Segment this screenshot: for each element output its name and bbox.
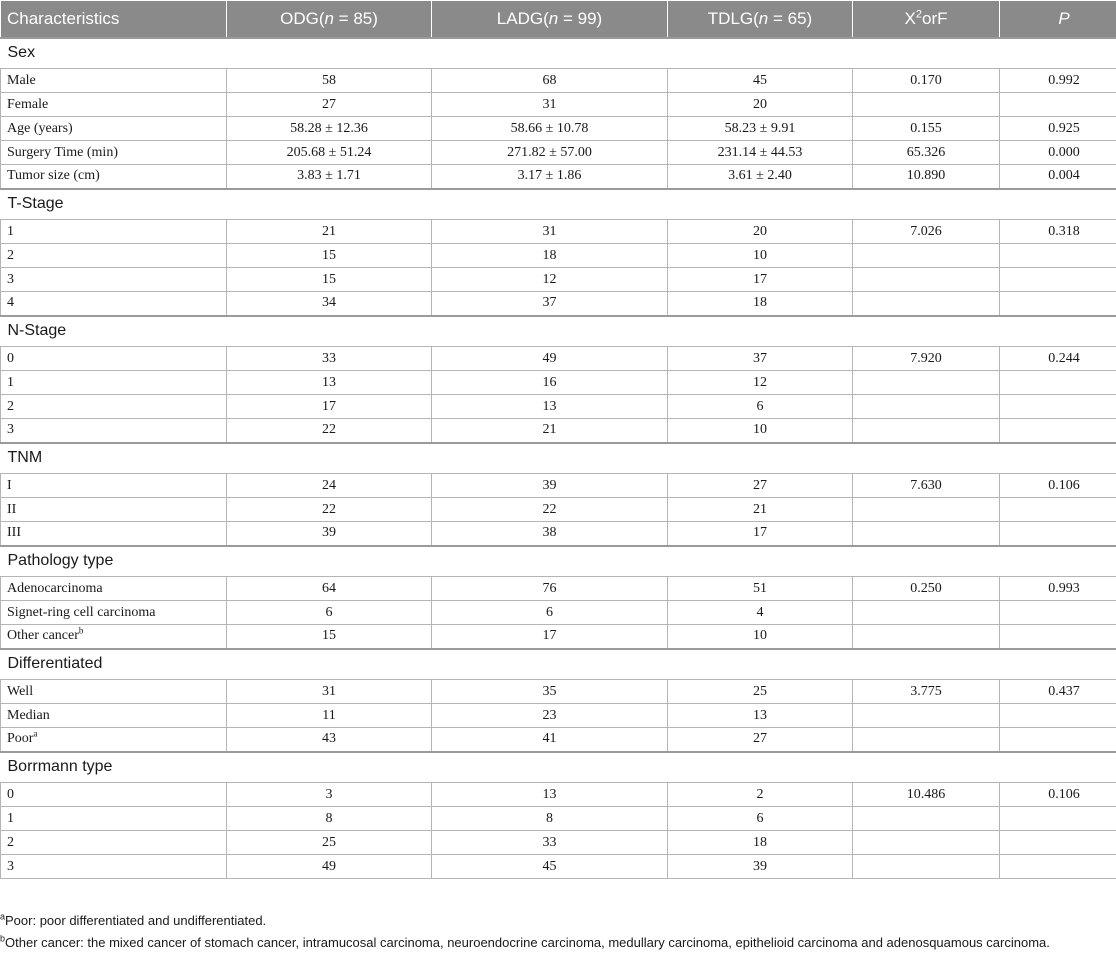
value-cell: 58.28 ± 12.36 <box>227 117 432 141</box>
footnote-marker: b <box>0 933 6 944</box>
value-cell <box>1000 498 1116 522</box>
value-cell <box>1000 244 1116 268</box>
value-cell: 0.992 <box>1000 69 1116 93</box>
value-cell: 10 <box>668 419 853 443</box>
value-cell: 2 <box>668 783 853 807</box>
column-header-1 <box>227 1 432 38</box>
value-cell: 15 <box>227 244 432 268</box>
row-label: 0 <box>7 350 14 366</box>
row-label: 1 <box>7 223 14 239</box>
row-label-cell <box>1 93 227 117</box>
value-cell: 58.66 ± 10.78 <box>432 117 668 141</box>
value-cell: 43 <box>227 728 432 752</box>
row-label-cell <box>1 268 227 292</box>
row-label: 2 <box>7 834 14 850</box>
value-cell: 34 <box>227 292 432 316</box>
table-body <box>1 38 1116 879</box>
column-header-text: X <box>904 8 916 28</box>
value-cell: 18 <box>432 244 668 268</box>
value-cell: 6 <box>227 601 432 625</box>
value-cell: 3.17 ± 1.86 <box>432 165 668 189</box>
column-header-4 <box>853 1 1000 38</box>
table-row <box>1 371 1116 395</box>
value-cell: 12 <box>432 268 668 292</box>
row-label: Signet-ring cell carcinoma <box>7 604 156 620</box>
header-row <box>1 1 1116 38</box>
value-cell: 15 <box>227 625 432 649</box>
table-row <box>1 831 1116 855</box>
row-label: 1 <box>7 374 14 390</box>
value-cell <box>853 831 1000 855</box>
footnote-marker: b <box>78 625 84 636</box>
row-label-cell <box>1 292 227 316</box>
row-label: Other cancer <box>7 628 79 644</box>
value-cell: 41 <box>432 728 668 752</box>
table-row <box>1 728 1116 752</box>
value-cell <box>1000 855 1116 879</box>
section-title: Borrmann type <box>7 758 113 776</box>
value-cell: 7.920 <box>853 347 1000 371</box>
section-row <box>1 546 1116 577</box>
column-header-text-suffix: = 65) <box>768 8 813 28</box>
value-cell <box>1000 395 1116 419</box>
row-label-cell <box>1 347 227 371</box>
table-row <box>1 292 1116 316</box>
value-cell: 24 <box>227 474 432 498</box>
value-cell: 21 <box>432 419 668 443</box>
row-label: 3 <box>7 422 14 438</box>
section-title-cell <box>1 443 1116 474</box>
value-cell: 13 <box>668 704 853 728</box>
row-label: 4 <box>7 295 14 311</box>
row-label: III <box>7 525 21 541</box>
row-label-cell <box>1 165 227 189</box>
value-cell: 205.68 ± 51.24 <box>227 141 432 165</box>
value-cell: 49 <box>227 855 432 879</box>
table-row <box>1 807 1116 831</box>
value-cell: 8 <box>432 807 668 831</box>
value-cell <box>853 292 1000 316</box>
value-cell: 0.106 <box>1000 474 1116 498</box>
row-label: Male <box>7 72 36 88</box>
value-cell <box>1000 625 1116 649</box>
value-cell: 39 <box>432 474 668 498</box>
row-label-cell <box>1 704 227 728</box>
value-cell: 68 <box>432 69 668 93</box>
value-cell: 51 <box>668 577 853 601</box>
row-label-cell <box>1 831 227 855</box>
table-row <box>1 625 1116 649</box>
value-cell: 6 <box>668 395 853 419</box>
value-cell <box>853 498 1000 522</box>
value-cell: 8 <box>227 807 432 831</box>
row-label: I <box>7 477 12 493</box>
value-cell: 3.83 ± 1.71 <box>227 165 432 189</box>
table-row <box>1 855 1116 879</box>
column-header-text-suffix: orF <box>921 8 948 28</box>
section-title-cell <box>1 752 1116 783</box>
column-header-italic: n <box>324 8 334 28</box>
value-cell: 45 <box>432 855 668 879</box>
column-header-text: Characteristics <box>7 8 120 28</box>
table-row <box>1 577 1116 601</box>
row-label-cell <box>1 141 227 165</box>
row-label: Tumor size (cm) <box>7 168 100 184</box>
value-cell <box>853 244 1000 268</box>
value-cell: 39 <box>668 855 853 879</box>
value-cell: 64 <box>227 577 432 601</box>
table-row <box>1 474 1116 498</box>
value-cell: 17 <box>668 268 853 292</box>
value-cell: 0.170 <box>853 69 1000 93</box>
value-cell: 6 <box>432 601 668 625</box>
row-label-cell <box>1 807 227 831</box>
value-cell: 31 <box>227 680 432 704</box>
table-row <box>1 680 1116 704</box>
value-cell: 25 <box>227 831 432 855</box>
row-label: 2 <box>7 398 14 414</box>
value-cell: 12 <box>668 371 853 395</box>
value-cell: 49 <box>432 347 668 371</box>
value-cell <box>853 395 1000 419</box>
table-row <box>1 69 1116 93</box>
table-row <box>1 601 1116 625</box>
table-row <box>1 93 1116 117</box>
value-cell: 18 <box>668 831 853 855</box>
row-label: 1 <box>7 810 14 826</box>
value-cell: 33 <box>432 831 668 855</box>
value-cell <box>853 704 1000 728</box>
footnotes <box>0 911 1112 955</box>
value-cell: 23 <box>432 704 668 728</box>
footnote <box>0 911 1112 931</box>
value-cell: 21 <box>668 498 853 522</box>
section-title: N-Stage <box>7 322 67 340</box>
value-cell: 4 <box>668 601 853 625</box>
value-cell: 10.890 <box>853 165 1000 189</box>
value-cell: 6 <box>668 807 853 831</box>
value-cell: 25 <box>668 680 853 704</box>
table-header <box>1 1 1116 38</box>
value-cell: 21 <box>227 220 432 244</box>
section-row <box>1 443 1116 474</box>
value-cell: 3 <box>227 783 432 807</box>
value-cell: 45 <box>668 69 853 93</box>
footnote-marker: a <box>0 911 6 922</box>
column-header-text: ODG( <box>280 8 325 28</box>
value-cell: 3.775 <box>853 680 1000 704</box>
value-cell: 22 <box>227 419 432 443</box>
row-label-cell <box>1 244 227 268</box>
row-label-cell <box>1 783 227 807</box>
row-label-cell <box>1 69 227 93</box>
value-cell: 37 <box>432 292 668 316</box>
column-header-5 <box>1000 1 1116 38</box>
value-cell: 13 <box>432 395 668 419</box>
column-header-italic: n <box>548 8 559 28</box>
value-cell: 33 <box>227 347 432 371</box>
value-cell <box>1000 522 1116 546</box>
value-cell <box>853 522 1000 546</box>
row-label: 2 <box>7 247 14 263</box>
value-cell: 27 <box>668 474 853 498</box>
footnote-text: Poor: poor differentiated and undifferentiated. <box>5 913 267 928</box>
row-label-cell <box>1 625 227 649</box>
table-row <box>1 522 1116 546</box>
row-label: Well <box>7 683 34 699</box>
table-row <box>1 220 1116 244</box>
footnote <box>0 933 1112 953</box>
row-label: Surgery Time (min) <box>7 144 118 160</box>
table-row <box>1 419 1116 443</box>
row-label: 0 <box>7 786 14 802</box>
value-cell: 37 <box>668 347 853 371</box>
value-cell: 35 <box>432 680 668 704</box>
section-title-cell <box>1 316 1116 347</box>
table-row <box>1 268 1116 292</box>
value-cell <box>1000 601 1116 625</box>
value-cell: 0.437 <box>1000 680 1116 704</box>
value-cell: 17 <box>668 522 853 546</box>
row-label-cell <box>1 498 227 522</box>
value-cell: 0.244 <box>1000 347 1116 371</box>
row-label: Female <box>7 96 49 112</box>
value-cell <box>1000 728 1116 752</box>
value-cell: 7.026 <box>853 220 1000 244</box>
column-header-3 <box>668 1 853 38</box>
column-header-text: LADG( <box>496 8 549 28</box>
value-cell <box>853 371 1000 395</box>
table-row <box>1 395 1116 419</box>
value-cell: 65.326 <box>853 141 1000 165</box>
value-cell: 3.61 ± 2.40 <box>668 165 853 189</box>
value-cell: 17 <box>227 395 432 419</box>
value-cell: 27 <box>668 728 853 752</box>
value-cell: 58.23 ± 9.91 <box>668 117 853 141</box>
column-header-text-suffix: = 85) <box>333 8 378 28</box>
value-cell: 0.000 <box>1000 141 1116 165</box>
section-title: T-Stage <box>7 195 64 213</box>
column-header-text: TDLG( <box>707 8 759 28</box>
value-cell: 15 <box>227 268 432 292</box>
table-row <box>1 783 1116 807</box>
row-label: 3 <box>7 271 14 287</box>
value-cell: 13 <box>227 371 432 395</box>
value-cell <box>1000 371 1116 395</box>
section-title-cell <box>1 189 1116 220</box>
value-cell: 13 <box>432 783 668 807</box>
value-cell: 18 <box>668 292 853 316</box>
column-header-italic: P <box>1058 8 1070 28</box>
row-label-cell <box>1 577 227 601</box>
section-row <box>1 649 1116 680</box>
value-cell <box>1000 419 1116 443</box>
value-cell: 20 <box>668 220 853 244</box>
section-title-cell <box>1 38 1116 69</box>
table-row <box>1 141 1116 165</box>
section-title-cell <box>1 546 1116 577</box>
value-cell: 0.250 <box>853 577 1000 601</box>
value-cell: 10.486 <box>853 783 1000 807</box>
value-cell <box>853 93 1000 117</box>
value-cell: 7.630 <box>853 474 1000 498</box>
section-row <box>1 189 1116 220</box>
row-label-cell <box>1 474 227 498</box>
row-label-cell <box>1 371 227 395</box>
value-cell <box>1000 268 1116 292</box>
value-cell <box>853 601 1000 625</box>
row-label-cell <box>1 855 227 879</box>
section-title: Pathology type <box>7 552 114 570</box>
table-row <box>1 244 1116 268</box>
value-cell: 16 <box>432 371 668 395</box>
value-cell: 31 <box>432 93 668 117</box>
column-header-2 <box>432 1 668 38</box>
row-label-cell <box>1 728 227 752</box>
row-label-cell <box>1 220 227 244</box>
value-cell: 17 <box>432 625 668 649</box>
table-row <box>1 117 1116 141</box>
section-row <box>1 752 1116 783</box>
table-row <box>1 498 1116 522</box>
value-cell <box>1000 704 1116 728</box>
row-label-cell <box>1 522 227 546</box>
value-cell: 38 <box>432 522 668 546</box>
footnote-marker: a <box>33 728 38 739</box>
value-cell <box>1000 807 1116 831</box>
table-row <box>1 347 1116 371</box>
value-cell <box>853 268 1000 292</box>
value-cell: 31 <box>432 220 668 244</box>
column-header-superscript: 2 <box>915 8 922 21</box>
value-cell: 0.993 <box>1000 577 1116 601</box>
value-cell: 58 <box>227 69 432 93</box>
value-cell: 27 <box>227 93 432 117</box>
value-cell <box>853 728 1000 752</box>
value-cell: 0.004 <box>1000 165 1116 189</box>
section-title: TNM <box>7 449 43 467</box>
value-cell: 76 <box>432 577 668 601</box>
section-title: Sex <box>7 44 36 62</box>
value-cell: 0.925 <box>1000 117 1116 141</box>
value-cell: 0.106 <box>1000 783 1116 807</box>
value-cell: 20 <box>668 93 853 117</box>
row-label-cell <box>1 601 227 625</box>
value-cell: 0.318 <box>1000 220 1116 244</box>
value-cell <box>853 419 1000 443</box>
value-cell: 0.155 <box>853 117 1000 141</box>
section-row <box>1 316 1116 347</box>
value-cell: 22 <box>227 498 432 522</box>
value-cell: 10 <box>668 244 853 268</box>
value-cell: 271.82 ± 57.00 <box>432 141 668 165</box>
row-label: Adenocarcinoma <box>7 580 103 596</box>
row-label-cell <box>1 395 227 419</box>
row-label: Median <box>7 707 50 723</box>
section-title: Differentiated <box>7 655 103 673</box>
table-row <box>1 704 1116 728</box>
row-label-cell <box>1 117 227 141</box>
value-cell: 22 <box>432 498 668 522</box>
value-cell <box>1000 831 1116 855</box>
value-cell: 39 <box>227 522 432 546</box>
row-label: Age (years) <box>7 120 73 136</box>
table-row <box>1 165 1116 189</box>
value-cell <box>853 807 1000 831</box>
row-label-cell <box>1 680 227 704</box>
footnote-text: Other cancer: the mixed cancer of stomach cancer, intramucosal carcinoma, neuroendocrine carcinoma, medullary carcinoma, epithelioid carcinoma and adenosquamous carcinoma. <box>5 935 1050 950</box>
section-row <box>1 38 1116 69</box>
row-label: II <box>7 501 17 517</box>
value-cell: 11 <box>227 704 432 728</box>
row-label-cell <box>1 419 227 443</box>
value-cell <box>1000 292 1116 316</box>
row-label: Poor <box>7 731 34 747</box>
value-cell <box>1000 93 1116 117</box>
column-header-0 <box>1 1 227 38</box>
value-cell: 231.14 ± 44.53 <box>668 141 853 165</box>
value-cell <box>853 625 1000 649</box>
column-header-italic: n <box>758 8 769 28</box>
section-title-cell <box>1 649 1116 680</box>
value-cell <box>853 855 1000 879</box>
row-label: 3 <box>7 858 14 874</box>
value-cell: 10 <box>668 625 853 649</box>
column-header-text-suffix: = 99) <box>558 8 603 28</box>
